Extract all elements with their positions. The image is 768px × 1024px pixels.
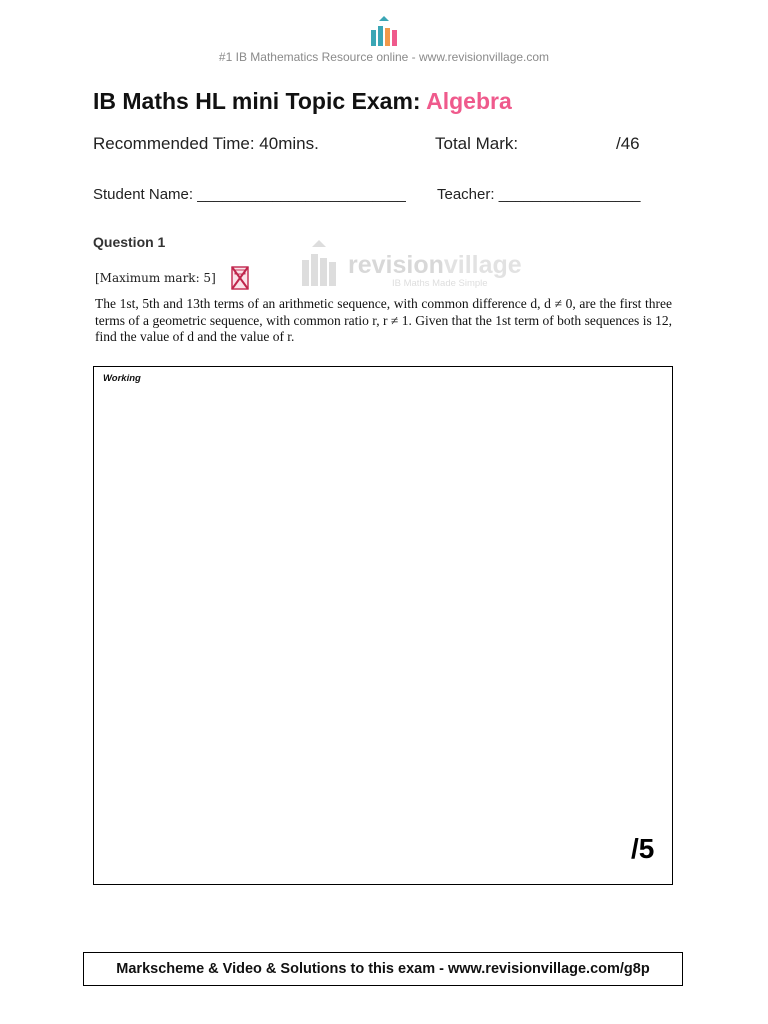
question-marks: /5 xyxy=(631,833,655,864)
revision-village-logo-icon xyxy=(369,16,399,48)
exam-title-prefix: IB Maths HL mini Topic Exam: xyxy=(93,88,427,114)
watermark-brand-part2: village xyxy=(443,251,522,279)
watermark-brand-part1: revision xyxy=(348,251,444,279)
exam-topic: Algebra xyxy=(426,88,512,114)
svg-text:revisionvillage xyxy=(348,251,522,279)
recommended-time: Recommended Time: 40mins. xyxy=(93,134,319,153)
total-mark-value: /46 xyxy=(616,134,640,153)
teacher-field: Teacher: _________________ xyxy=(437,186,641,203)
watermark-logo xyxy=(300,240,522,290)
question-heading: Question 1 xyxy=(93,234,166,250)
footer-banner xyxy=(83,952,683,986)
working-label: Working xyxy=(103,373,141,384)
exam-title xyxy=(93,88,512,115)
watermark-slogan: IB Maths Made Simple xyxy=(392,278,488,289)
question-text: The 1st, 5th and 13th terms of an arithmetic sequence, with common difference d, d ≠ 0, are the first three terms of a geometric sequence, with common ratio r, r ≠ 1. Given that the 1st term of both sequences is 12, find the value of d and the value of r. xyxy=(95,296,672,344)
working-area[interactable] xyxy=(93,366,673,885)
footer-link-text[interactable]: Markscheme & Video & Solutions to this exam - www.revisionvillage.com/g8p xyxy=(116,961,650,977)
no-calculator-icon xyxy=(230,266,250,290)
total-mark-label: Total Mark: xyxy=(435,134,519,153)
student-name-field: Student Name: _________________________ xyxy=(93,186,406,203)
max-mark: [Maximum mark: 5] xyxy=(95,271,216,285)
header-tagline: #1 IB Mathematics Resource online - www.revisionvillage.com xyxy=(218,50,550,64)
